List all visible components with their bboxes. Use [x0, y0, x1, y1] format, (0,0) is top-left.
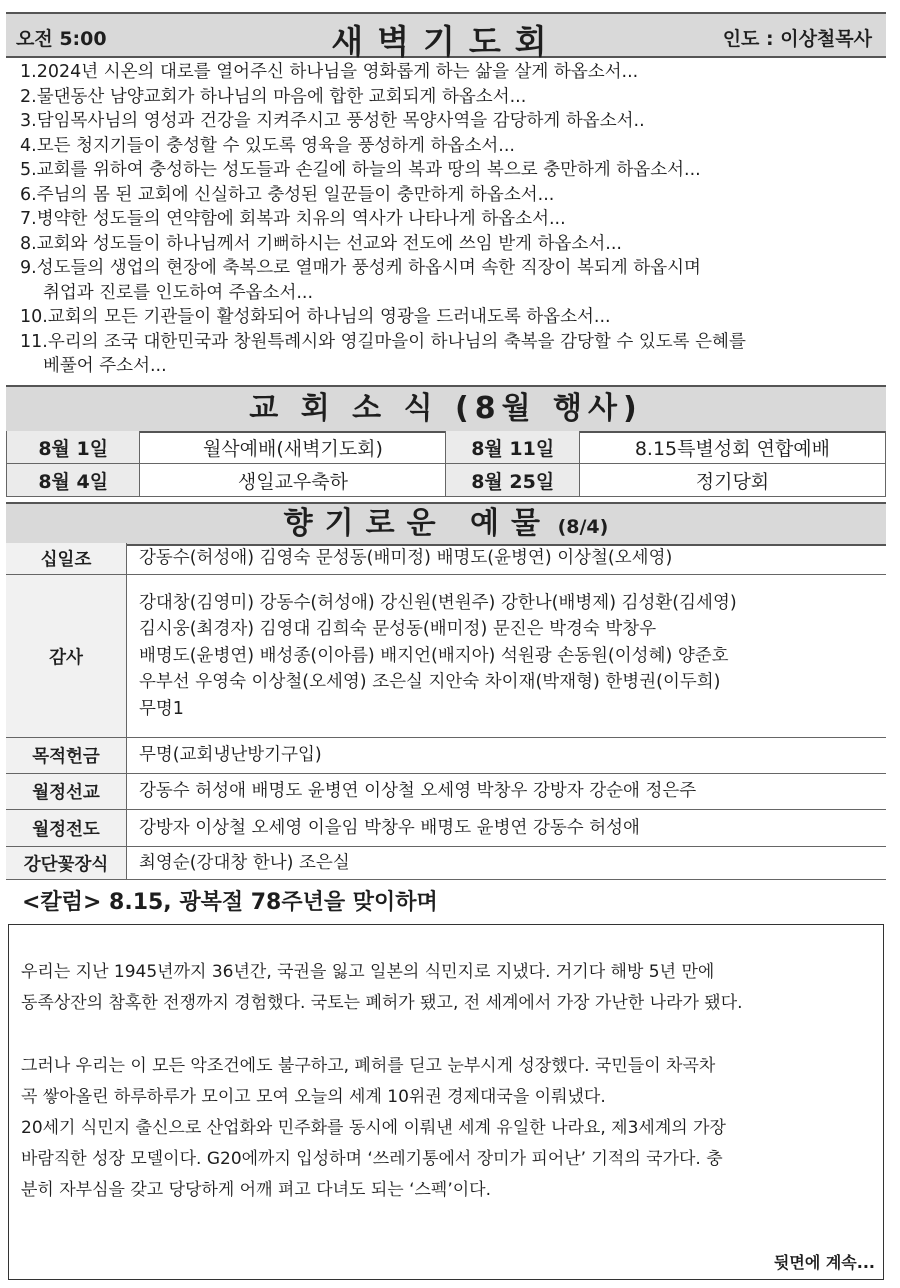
prayer-item-text: 주님의 몸 된 교회에 신실하고 충성된 일꾼들이 충만하게 하옵소서...: [36, 184, 555, 205]
prayer-item: [20, 256, 880, 305]
offering-row: [6, 847, 886, 880]
prayer-item-text: 베풀어 주소서...: [43, 356, 167, 376]
column-line: 그러나 우리는 이 모든 악조건에도 불구하고, 폐허를 딛고 눈부시게 성장했다. 국민들이 차곡차: [21, 1056, 716, 1076]
offering-names: [127, 575, 887, 738]
prayer-item: [20, 109, 880, 134]
column-line: 곡 쌓아올린 하루하루가 모이고 모여 오늘의 세계 10위권 경제대국을 이뤄냈다.: [21, 1087, 606, 1107]
prayer-item-number: 2.: [20, 86, 37, 107]
prayer-item-text: 교회를 위하여 충성하는 성도들과 손길에 하늘의 복과 땅의 복으로 충만하게 하옵소서...: [36, 160, 701, 180]
prayer-item-text: 담임목사님의 영성과 건강을 지켜주시고 풍성한 목양사역을 감당하게 하옵소서..: [36, 111, 645, 131]
column-paragraph: [21, 957, 873, 1019]
prayer-item: [20, 85, 880, 110]
offerings-title: 향기로운 예물: [283, 506, 552, 541]
events-table: [6, 431, 886, 497]
offering-line: 김시웅(최경자) 김영대 김희숙 문성동(배미정) 문진은 박경숙 박창우: [139, 619, 657, 640]
column-line: 분히 자부심을 갖고 당당하게 어깨 펴고 다녀도 되는 ‘스펙’이다.: [21, 1180, 491, 1200]
events-row: [7, 464, 886, 497]
prayer-item-number: 8.: [20, 233, 37, 254]
prayer-list: [20, 60, 880, 379]
column-title: <칼럼> 8.15, 광복절 78주년을 맞이하며: [22, 890, 438, 915]
prayer-item: [20, 158, 880, 183]
offering-line: 무명(교회냉난방기구입): [139, 745, 322, 766]
prayer-title: 새벽기도회: [331, 22, 561, 61]
offering-names: [127, 847, 887, 880]
column-line: 바람직한 성장 모델이다. G20에까지 입성하며 ‘쓰레기통에서 장미가 피어난’ 기적의 국가다. 충: [21, 1149, 723, 1169]
prayer-item-text: 우리의 조국 대한민국과 창원특례시와 영길마을이 하나님의 축복을 감당할 수 있도록 은혜를: [47, 331, 746, 352]
column-paragraph: [21, 1051, 873, 1113]
prayer-item-number: 3.: [20, 111, 37, 131]
offering-category: 감사: [6, 575, 127, 738]
offerings-table: [6, 543, 886, 880]
column-line: 우리는 지난 1945년까지 36년간, 국권을 잃고 일본의 식민지로 지냈다. 거기다 해방 5년 만에: [21, 962, 715, 982]
offering-row: [6, 774, 886, 810]
prayer-item-text: 취업과 진로를 인도하여 주옵소서...: [43, 282, 314, 303]
news-title: 교 회 소 식 (8월 행사): [249, 391, 643, 426]
offering-row: [6, 810, 886, 847]
event-date: 8월 25일: [446, 464, 579, 497]
prayer-item-number: 5.: [20, 160, 37, 180]
prayer-item: [20, 232, 880, 257]
prayer-time: 오전 5:00: [16, 28, 107, 50]
offerings-header: [6, 502, 886, 546]
offering-line: 배명도(윤병연) 배성종(이아름) 배지언(배지아) 석원광 손동원(이성혜) 양준호: [139, 645, 729, 666]
prayer-item-number: 6.: [20, 184, 37, 205]
offering-names: [127, 774, 887, 810]
offering-line: 강동수(허성애) 김영숙 문성동(배미정) 배명도(윤병연) 이상철(오세영): [139, 548, 673, 569]
prayer-item-text: 교회와 성도들이 하나님께서 기뻐하시는 선교와 전도에 쓰임 받게 하옵소서...: [36, 233, 622, 254]
prayer-item: [20, 183, 880, 208]
prayer-item-text: 2024년 시온의 대로를 열어주신 하나님을 영화롭게 하는 삶을 살게 하옵소서...: [36, 62, 639, 82]
prayer-item-number: 10.: [20, 307, 48, 327]
column-line: 20세기 식민지 출신으로 산업화와 민주화를 동시에 이뤄낸 세계 유일한 나라요, 제3세계의 가장: [21, 1118, 726, 1138]
offering-line: 강방자 이상철 오세영 이을임 박창우 배명도 윤병연 강동수 허성애: [139, 817, 640, 838]
offering-row: [6, 738, 886, 774]
event-name: 생일교우축하: [140, 464, 446, 497]
prayer-item-text: 병약한 성도들의 연약함에 회복과 치유의 역사가 나타나게 하옵소서...: [36, 209, 566, 229]
offering-line: 우부선 우영숙 이상철(오세영) 조은실 지안숙 차이재(박재형) 한병권(이두희): [139, 672, 721, 693]
offering-line: 최영순(강대창 한나) 조은실: [139, 852, 350, 873]
offering-names: [127, 543, 887, 575]
event-date: 8월 4일: [7, 464, 140, 497]
offering-category: 강단꽃장식: [6, 847, 127, 880]
prayer-leader: 인도 : 이상철목사: [722, 28, 872, 50]
prayer-item-number: 7.: [20, 209, 37, 229]
prayer-item-number: 4.: [20, 135, 37, 156]
news-header: [6, 385, 886, 433]
prayer-item: [20, 134, 880, 159]
prayer-item: [20, 60, 880, 85]
event-date: 8월 11일: [446, 431, 579, 464]
event-name: 월삭예배(새벽기도회): [140, 431, 446, 464]
prayer-item-number: 11.: [20, 331, 48, 352]
prayer-header: [6, 12, 886, 61]
event-name: 8.15특별성회 연합예배: [579, 431, 885, 464]
offering-category: 십일조: [6, 543, 127, 575]
offering-line: 무명1: [139, 698, 184, 719]
prayer-item-number: 1.: [20, 62, 37, 82]
offering-category: 월정전도: [6, 810, 127, 847]
prayer-item-text: 물댄동산 남양교회가 하나님의 마음에 합한 교회되게 하옵소서...: [36, 86, 527, 107]
offering-row: [6, 543, 886, 575]
prayer-item-number: 9.: [20, 258, 37, 278]
event-date: 8월 1일: [7, 431, 140, 464]
prayer-item: [20, 207, 880, 232]
prayer-item-text: 교회의 모든 기관들이 활성화되어 하나님의 영광을 드러내도록 하옵소서...: [47, 307, 611, 327]
offering-names: [127, 810, 887, 847]
offering-row: [6, 575, 886, 738]
prayer-item-text: 성도들의 생업의 현장에 축복으로 열매가 풍성케 하옵시며 속한 직장이 복되게 하옵시며: [36, 258, 701, 278]
prayer-item-text: 모든 청지기들이 충성할 수 있도록 영육을 풍성하게 하옵소서...: [36, 135, 515, 156]
event-name: 정기당회: [579, 464, 885, 497]
offering-category: 목적헌금: [6, 738, 127, 774]
offerings-date: (8/4): [557, 516, 609, 538]
offering-line: 강대창(김영미) 강동수(허성애) 강신원(변원주) 강한나(배병제) 김성환(김세영): [139, 592, 737, 613]
continue-note: 뒷면에 계속...: [773, 1253, 875, 1272]
offering-category: 월정선교: [6, 774, 127, 810]
prayer-item: [20, 305, 880, 330]
offering-line: 강동수 허성애 배명도 윤병연 이상철 오세영 박창우 강방자 강순애 정은주: [139, 781, 697, 802]
offering-names: [127, 738, 887, 774]
column-box: [8, 924, 884, 1280]
events-row: [7, 431, 886, 464]
column-line: 동족상잔의 참혹한 전쟁까지 경험했다. 국토는 폐허가 됐고, 전 세계에서 가장 가난한 나라가 됐다.: [21, 993, 743, 1013]
prayer-item: [20, 330, 880, 379]
column-paragraph: [21, 1113, 873, 1206]
